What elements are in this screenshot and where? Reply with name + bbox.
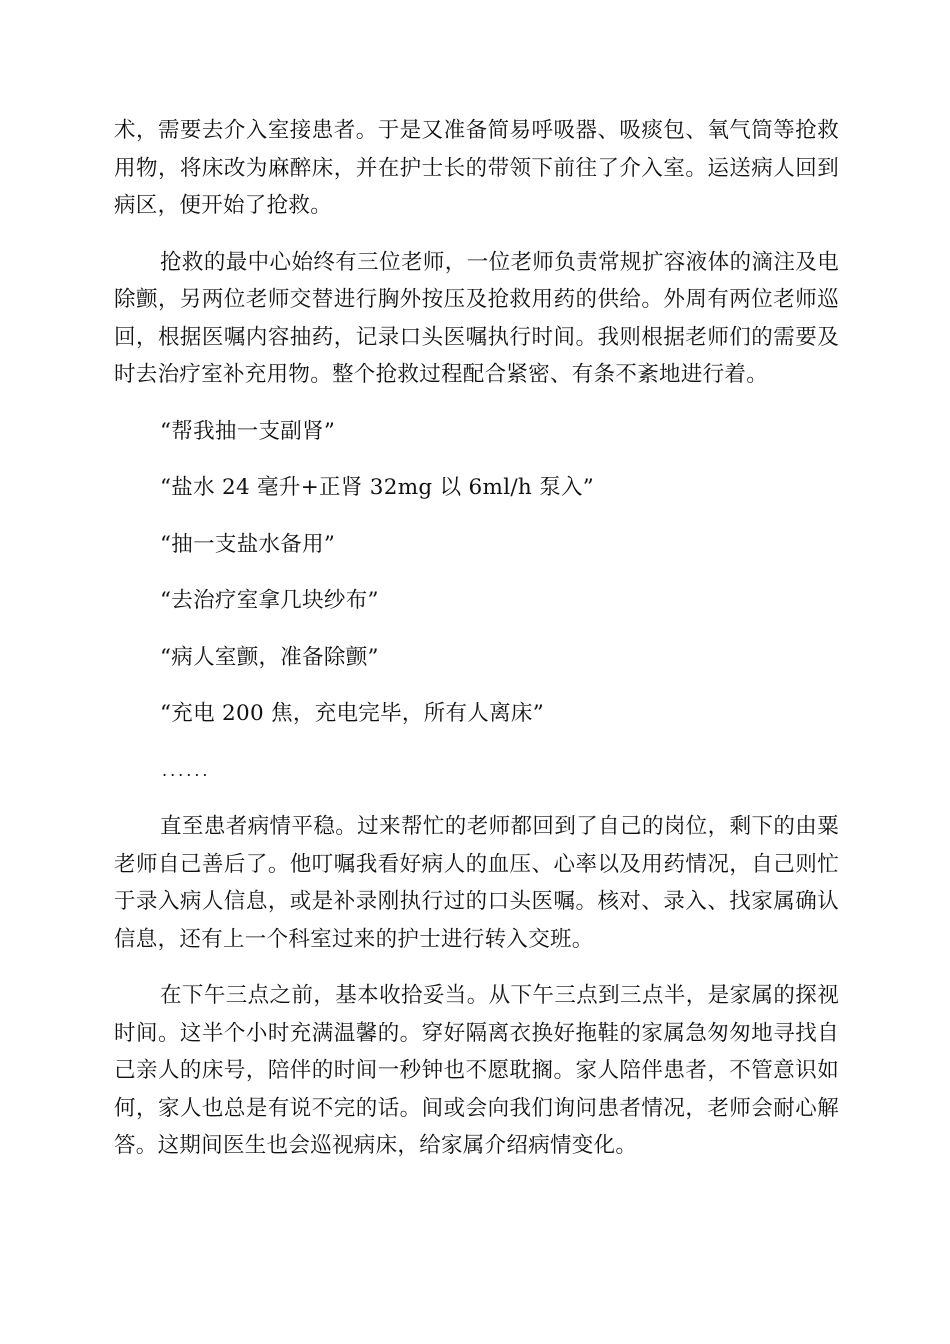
paragraph-rescue: 抢救的最中心始终有三位老师，一位老师负责常规扩容液体的滴注及电除颤，另两位老师交替进行胸外按压及抢救用药的供给。外周有两位老师巡回，根据医嘱内容抽药，记录口头医嘱执行时间。我则根据老师们的需要及时去治疗室补充用物。整个抢救过程配合紧密、有条不紊地进行着。 bbox=[114, 249, 839, 387]
paragraph-visiting: 在下午三点之前，基本收拾妥当。从下午三点到三点半，是家属的探视时间。这半个小时充满温馨的。穿好隔离衣换好拖鞋的家属急匆匆地寻找自己亲人的床号，陪伴的时间一秒钟也不愿耽搁。家人陪伴患者，不管意识如何，家人也总是有说不完的话。间或会向我们询问患者情况，老师会耐心解答。这期间医生也会巡视病床，给家属介绍病情变化。 bbox=[114, 983, 839, 1158]
quote-line: “抽一支盐水备用” bbox=[160, 531, 336, 557]
quote-line: “盐水 24 毫升+正肾 32mg 以 6ml/h 泵入” bbox=[160, 475, 595, 500]
paragraph-aftercare: 直至患者病情平稳。过来帮忙的老师都回到了自己的岗位，剩下的由粟老师自己善后了。他叮嘱我看好病人的血压、心率以及用药情况，自己则忙于录入病人信息，或是补录刚执行过的口头医嘱。核对、录入、找家属确认信息，还有上一个科室过来的护士进行转入交班。 bbox=[114, 814, 839, 952]
quote-line: “帮我抽一支副肾” bbox=[160, 418, 336, 444]
quote-line: “去治疗室拿几块纱布” bbox=[160, 588, 379, 613]
ellipsis: ...... bbox=[162, 760, 211, 780]
paragraph-continuation: 术，需要去介入室接患者。于是又准备简易呼吸器、吸痰包、氧气筒等抢救用物，将床改为麻醉床，并在护士长的带领下前往了介入室。运送病人回到病区，便开始了抢救。 bbox=[114, 118, 839, 218]
quote-line: “充电 200 焦，充电完毕，所有人离床” bbox=[160, 701, 544, 726]
document-page bbox=[114, 112, 839, 1165]
quote-line: “病人室颤，准备除颤” bbox=[160, 644, 379, 670]
